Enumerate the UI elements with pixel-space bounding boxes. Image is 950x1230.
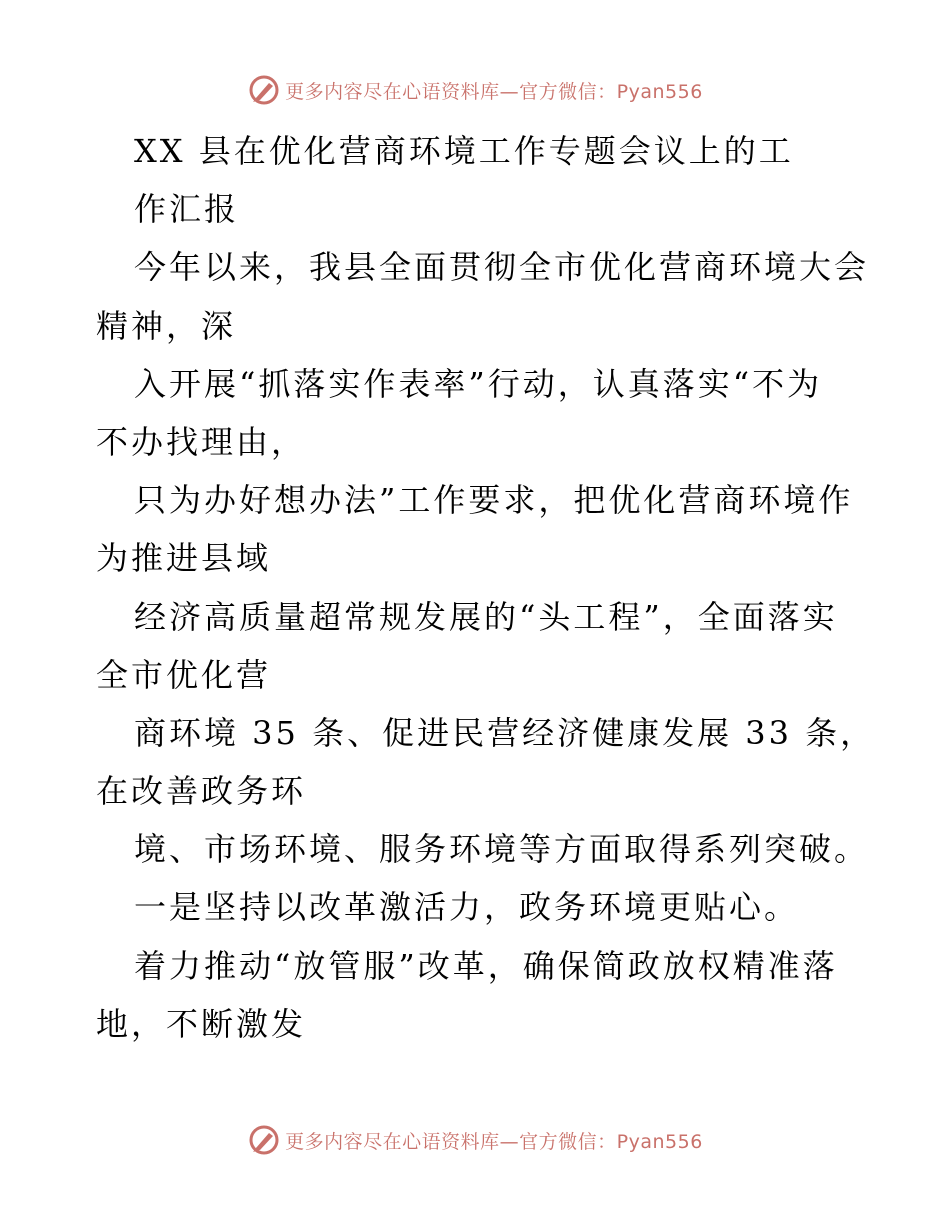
paragraph-line: 一是坚持以改革激活力，政务环境更贴心。 — [134, 888, 800, 927]
paragraph-line: 不办找理由， — [96, 422, 307, 461]
paragraph-line: 境、市场环境、服务环境等方面取得系列突破。 — [134, 830, 870, 869]
watermark-banner-bottom — [0, 1120, 950, 1160]
paragraph-line: 经济高质量超常规发展的“头工程”，全面落实 — [134, 597, 838, 636]
document-body — [96, 122, 876, 1053]
paragraph-line: 今年以来，我县全面贯彻全市优化营商环境大会 — [134, 248, 870, 287]
watermark-text-bottom: 更多内容尽在心语资料库—官方微信：Pyan556 — [285, 1130, 703, 1153]
paragraph-line: 为推进县域 — [96, 539, 272, 578]
paragraph-line: 地，不断激发 — [96, 1004, 307, 1043]
paragraph-line: XX 县在优化营商环境工作专题会议上的工 — [134, 132, 794, 170]
paragraph-line: 全市优化营 — [96, 655, 272, 694]
paragraph-line: 着力推动“放管服”改革，确保简政放权精准落 — [134, 946, 838, 985]
watermark-banner-top — [0, 70, 950, 110]
paragraph-line: 精神，深 — [96, 306, 237, 345]
paragraph-line: 商环境 35 条、促进民营经济健康发展 33 条， — [134, 713, 876, 752]
paragraph-line: 作汇报 — [134, 190, 240, 229]
paragraph-line: 在改善政务环 — [96, 772, 307, 811]
pen-seal-icon — [247, 73, 281, 107]
paragraph-line: 只为办好想办法”工作要求，把优化营商环境作 — [134, 481, 854, 520]
paragraph-line: 入开展“抓落实作表率”行动，认真落实“不为 — [134, 364, 823, 403]
pen-seal-icon — [247, 1123, 281, 1157]
watermark-text-top: 更多内容尽在心语资料库—官方微信：Pyan556 — [285, 80, 703, 103]
